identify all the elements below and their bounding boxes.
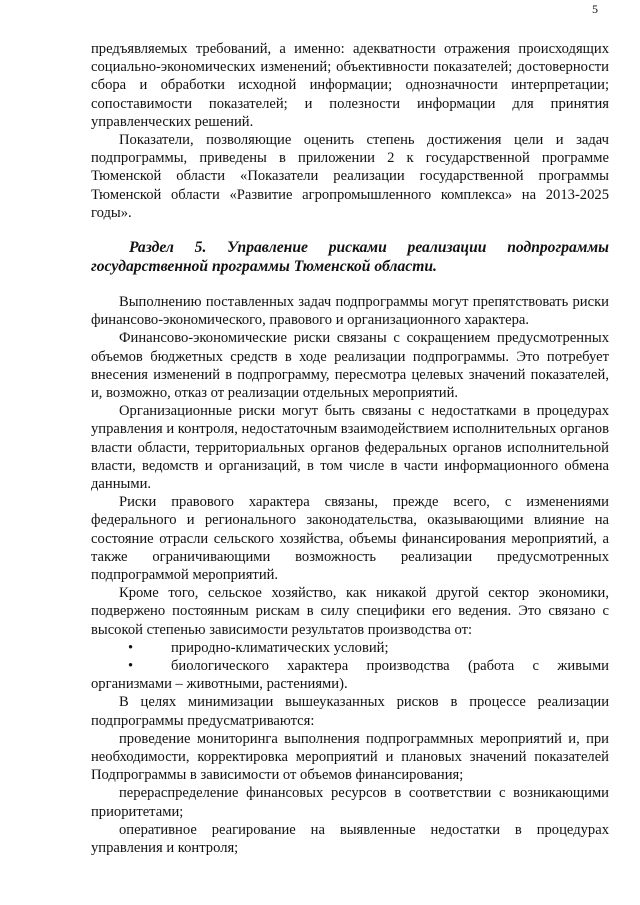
section-heading-block — [91, 238, 609, 276]
paragraph: оперативное реагирование на выявленные недостатки в процедурах управления и контроля; — [91, 821, 609, 857]
paragraph: Финансово-экономические риски связаны с сокращением предусмотренных объемов бюджетных средств в ходе реализации подпрограммы. Это потребует внесения изменений в подпрограмму, пересмотра целевых значений показателей, и, возможно, отказ от реализации отдельных мероприятий. — [91, 330, 609, 402]
paragraph: Кроме того, сельское хозяйство, как никакой другой сектор экономики, подвержено постоянным рискам в силу специфики его ведения. Это связано с высокой степенью зависимости результатов производства от: — [91, 585, 609, 638]
section-heading: Раздел 5. Управление рисками реализации подпрограммы государственной программы Тюменской области. — [91, 239, 609, 275]
paragraph: В целях минимизации вышеуказанных рисков в процессе реализации подпрограммы предусматриваются: — [91, 694, 609, 729]
bullet-text: природно-климатических условий; — [171, 639, 389, 656]
paragraph: предъявляемых требований, а именно: адекватности отражения происходящих социально-экономических изменений; объективности показателей; достоверности сбора и обработки исходной информации; однозначности интерпретации; сопоставимости показателей; и полезности информации для принятия управленческих решений. — [91, 41, 609, 130]
bullet-icon: • — [128, 639, 134, 656]
bullet-text: биологического характера производства (работа с живыми организмами – животными, растениями). — [91, 658, 609, 693]
paragraph: Организационные риски могут быть связаны с недостатками в процедурах управления и контроля, недостаточным взаимодействием исполнительных органов власти области, территориальных органов федеральных органов исполнительной власти, ведомств и организаций, в том числе в части информационного обмена данными. — [91, 403, 609, 493]
paragraph: Выполнению поставленных задач подпрограммы могут препятствовать риски финансово-экономического, правового и организационного характера. — [91, 294, 609, 329]
bullet-item — [91, 639, 609, 657]
paragraph: перераспределение финансовых ресурсов в соответствии с возникающими приоритетами; — [91, 785, 609, 820]
bullet-item — [91, 657, 609, 693]
paragraph: Риски правового характера связаны, прежде всего, с изменениями федерального и регионального законодательства, оказывающими влияние на состояние отрасли сельского хозяйства, объемы финансирования мероприятий, а также ограничивающими возможность реализации предусмотренных подпрограммой мероприятий. — [91, 494, 609, 584]
paragraph: проведение мониторинга выполнения подпрограммных мероприятий и, при необходимости, корректировка мероприятий и плановых значений показателей Подпрограммы в зависимости от объемов финансирования; — [91, 730, 609, 784]
paragraph: Показатели, позволяющие оценить степень достижения цели и задач подпрограммы, приведены в приложении 2 к государственной программе Тюменской области «Показатели реализации государственной программы Тюменской области «Развитие агропромышленного комплекса» на 2013-2025 годы». — [91, 132, 609, 221]
text-block-main — [91, 293, 609, 857]
page-number: 5 — [592, 2, 598, 16]
bullet-icon: • — [128, 658, 134, 675]
text-block-top — [91, 40, 609, 222]
